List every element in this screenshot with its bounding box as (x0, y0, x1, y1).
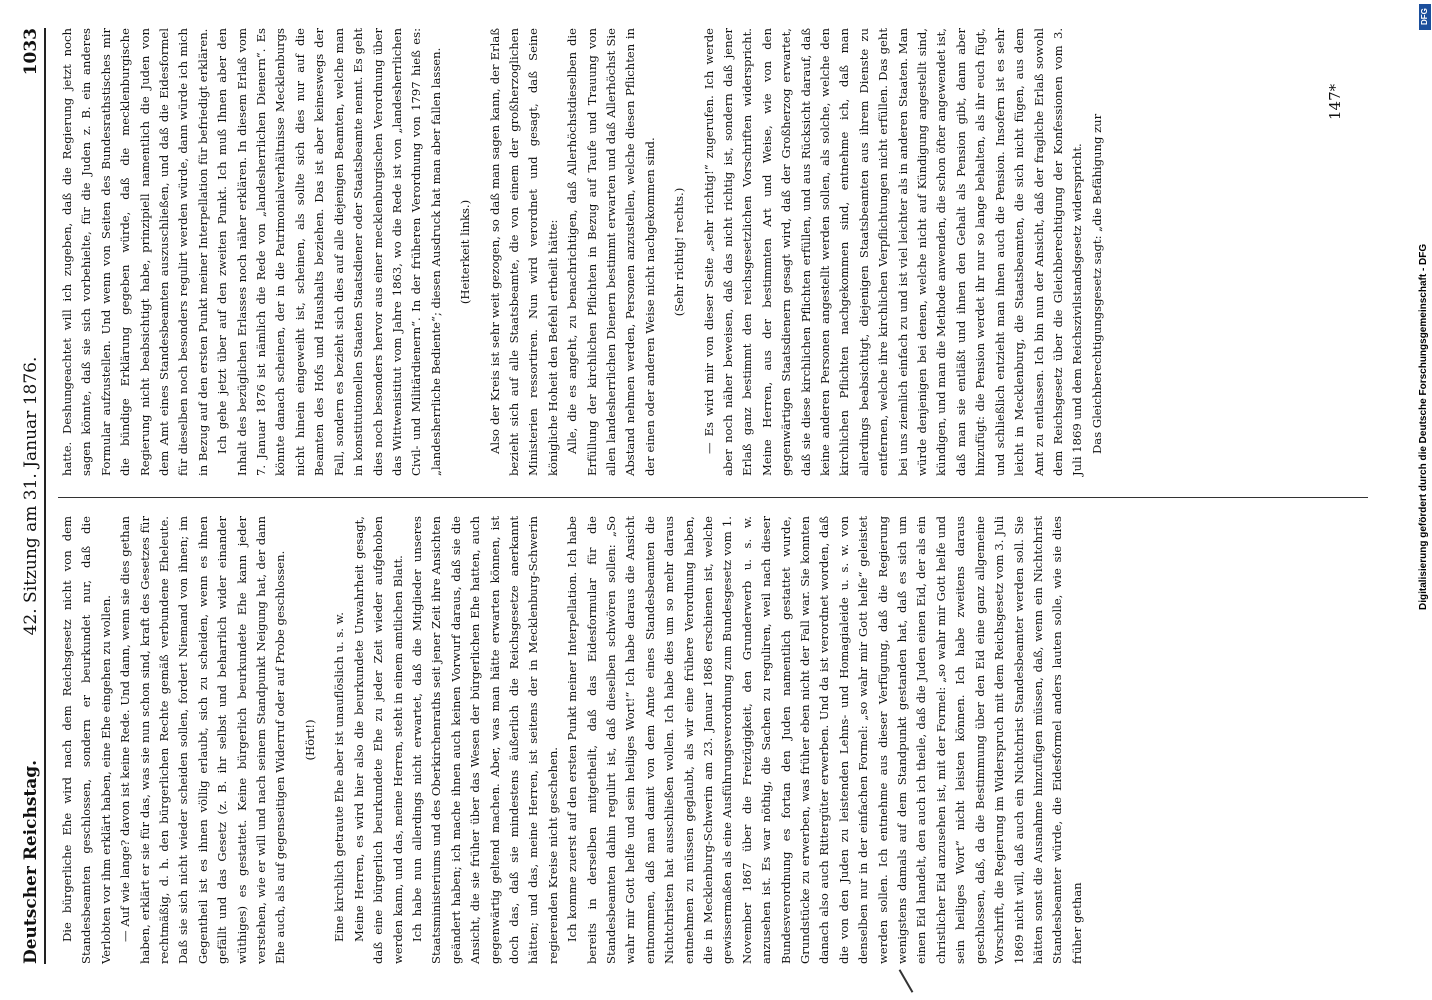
margin-mark (899, 969, 914, 993)
right-interjection: (Sehr richtig! rechts.) (672, 187, 687, 317)
left-paragraph: — Auf wie lange? davon ist keine Rede. Und dann, wenn sie dies gethan haben, erklärt er sie für das, was sie nun schon sind, kraft des Gesetzes für rechtmäßig, d. h. den bürgerlichen Rechte gemäß verbundene Eheleute. Daß sie sich nicht wieder scheiden sollen, fordert Niemand von ihnen; im Gegentheil ist es ihnen völlig erlaubt, sich zu scheiden, wenn es ihnen gefällt und das Gesetz (z. B. ihr selbst und beharrlich wider einander wüthiges) es gestattet. Keine bürgerlich beurkundete Ehe kann jeder verstehen, wie er will und nach seinem Standpunkt Neigung hat, der dann Ehe auch, als auf gegenseitigen Widerruf oder auf Probe geschlossen. (118, 516, 288, 964)
column-divider (58, 497, 1368, 498)
left-column (58, 516, 1087, 964)
side-strip (1418, 0, 1432, 1000)
right-paragraph: Das Gleichberechtigungsgesetz sagt: „die Befähigung zur (1089, 113, 1104, 454)
right-paragraph: Alle, die es angeht, zu benachrichtigen, daß Allerhöchstdieselben die Erfüllung der kirchlichen Pflichten in Bezug auf Taufe und Trauung von allen landesherrlichen Dienern bestimmt erwarten und daß Allerhöchst Sie Abstand nehmen werden, Personen anzustellen, welche diesen Pflichten in der einen oder anderen Weise nicht nachgekommen sind. (565, 28, 657, 476)
left-paragraph: Die bürgerliche Ehe wird nach dem Reichsgesetz nicht von dem Standesbeamten geschlossen, sondern er beurkundet nur, daß die Verlobten vor ihm erklärt haben, eine Ehe eingehen zu wollen. (60, 516, 113, 964)
header-title: Deutscher Reichstag. (21, 759, 41, 964)
header-page-number: 1033 (21, 28, 41, 76)
right-paragraph: Also der Kreis ist sehr weit gezogen, so daß man sagen kann, der Erlaß bezieht sich auf alle Staatsbeamte, die von einem der großherzoglichen Ministerien ressortiren. Nun wird verordnet und gesagt, daß Seine königliche Hoheit den Befehl ertheilt hätte: (487, 28, 560, 476)
left-paragraph: Ich habe nun allerdings nicht erwartet, daß die Mitglieder unseres Staatsministeriums und des Oberkirchenraths seit jener Zeit ihre Ansichten geändert haben; ich mache ihnen auch keinen Vorwurf daraus, daß sie die Ansicht, die sie früher über das Wesen der bürgerlichen Ehe hatten, auch gegenwärtig geltend machen. Aber, was man hätte erwarten können, ist doch das, daß sie mindestens äußerlich die Reichsgesetze anerkannt hätten; und das, meine Herren, ist seitens der in Mecklenburg-Schwerin regierenden Kreise nicht geschehen. (409, 516, 560, 964)
left-paragraph: Eine kirchlich getraute Ehe aber ist unauflöslich u. s. w. (332, 612, 347, 942)
header-session: 42. Sitzung am 31. Januar 1876. (21, 356, 41, 636)
dfg-logo-text: DFG (1420, 8, 1429, 26)
left-interjection: (Hört!) (302, 719, 317, 761)
right-paragraph: hatte. Deshungeachtet will ich zugeben, daß die Regierung jetzt noch sagen könnte, daß sie sich vorbehielte, für die Juden z. B. ein anderes Formular aufzustellen. Und wenn von Seiten des Bundesrathstisches mir die bündige Erklärung gegeben würde, daß die mecklenburgische Regierung nicht beabsichtigt habe, prinzipiell namentlich die Juden von dem Amt eines Standesbeamten auszuschließen, und daß die Eidesformel für dieselben noch besonders regulirt werden würde, dann würde ich mich in Bezug auf den ersten Punkt meiner Interpellation für befriedigt erklären. (60, 28, 210, 476)
right-paragraph: — Es wird mir von dieser Seite „sehr richtig!“ zugerufen. Ich werde aber noch näher beweisen, daß das nicht richtig ist, sondern daß jener Erlaß ganz bestimmt den reichsgesetzlichen Vorschriften widerspricht. Meine Herren, aus der bestimmten Art und Weise, wie von den gegenwärtigen Staatsdienern gesagt wird, daß der Großherzog erwartet, daß sie diese kirchlichen Pflichten erfüllen, und aus Rücksicht darauf, daß keine anderen Personen angestellt werden sollen, als solche, welche den kirchlichen Pflichten nachgekommen sind, entnehme ich, daß man allerdings beabsichtigt, diejenigen Staatsbeamten aus ihrem Dienste zu entfernen, welche ihre kirchlichen Verpflichtungen nicht erfüllen. Das geht bei uns ziemlich einfach zu und ist viel leichter als in anderen Staaten. Man würde denjenigen bei denen, welche nicht auf Kündigung angestellt sind, kündigen, und man die Methode anwenden, die schon öfter angewendet ist, daß man sie entläßt und ihnen den Gehalt als Pension gibt, dann aber hinzufügt: die Pension werdet ihr nur so lange behalten, als ihr euch fügt, und schließlich entzieht man ihnen auch die Pension. Insofern ist es sehr leicht in Mecklenburg, die Staatsbeamten, die sich nicht fügen, aus dem Amt zu entlassen. Ich bin nun der Ansicht, daß der fragliche Erlaß sowohl dem Reichsgesetz über die Gleichberechtigung der Konfessionen vom 3. Juli 1869 und dem Reichszivilstandsgesetz widerspricht. (701, 28, 1085, 476)
right-column (58, 28, 1107, 476)
left-paragraph: Ich komme zuerst auf den ersten Punkt meiner Interpellation. Ich habe bereits in derselben mitgetheilt, daß das Eidesformular für die Standesbeamten dahin regulirt ist, daß dieselben schwören sollen: „So wahr mir Gott helfe und sein heiliges Wort!“ Ich habe daraus die Ansicht entnommen, daß man damit von dem Amte eines Standesbeamten die Nichtchristen hat ausschließen wollen. Ich habe dies um so mehr daraus entnehmen zu müssen geglaubt, als wir eine frühere Verordnung haben, die in Mecklenburg-Schwerin am 23. Januar 1868 erschienen ist, welche gewissermaßen als eine Ausführungsverordnung zum Bundesgesetz vom 1. November 1867 über die Freizügigkeit, den Grunderwerb u. s. w. anzusehen ist. Es war nöthig, die Sachen zu reguliren, weil nach dieser Bundesverordnung es fortan den Juden namentlich gestattet wurde, Grundstücke zu erwerben, was früher eben nicht der Fall war. Sie konnten danach also auch Rittergüter erwerben. Und da ist verordnet worden, daß die von den Juden zu leistenden Lehns- und Homagialeide u. s. w. von denselben nur in der einfachen Formel: „so wahr mir Gott helfe“ geleistet werden sollen. Ich entnehme aus dieser Verfügung, daß die Regierung wenigstens damals auf dem Standpunkt gestanden hat, daß es sich um einen Eid handelt, den auch ich theile, daß die Juden einen Eid, der als ein christlicher Eid anzusehen ist, mit der Formel: „so wahr mir Gott helfe und sein heiliges Wort“ nicht leisten können. Ich habe zweitens daraus geschlossen, daß, da die Bestimmung über den Eid eine ganz allgemeine Vorschrift, die Regierung im Widerspruch mit dem Reichsgesetz vom 3. Juli 1869 nicht will, daß auch ein Nichtchrist Standesbeamter werden soll. Sie hätten sonst die Ausnahme hinzufügen müssen, daß, wenn ein Nichtchrist Standesbeamter würde, die Eidesformel anders lauten solle, wie sie dies früher gethan (565, 516, 1084, 964)
right-paragraph: Ich gehe jetzt über auf den zweiten Punkt. Ich muß Ihnen aber den Inhalt des bezüglichen Erlasses noch näher erklären. In diesem Erlaß vom 7. Januar 1876 ist nämlich die Rede von „landesherrlichen Dienern“. Es könnte danach scheinen, der in die Patrimonialverhältnisse Mecklenburgs nicht hinein eingeweiht ist, scheinen, als sollte sich dies nur auf die Beamten des Hofs und Haushalts beziehen. Das ist aber keineswegs der Fall, sondern es bezieht sich dies auf alle diejenigen Beamten, welche man in konstitutionellen Staaten Staatsdiener oder Staatsbeamte nennt. Es geht dies noch besonders hervor aus einer mecklenburgischen Verordnung über das Wittwenistitut vom Jahre 1863, wo die Rede ist von „landesherrlichen Civil- und Militärdienern“. In der früheren Verordnung von 1797 hieß es: „landesherrliche Bediente“; diesen Ausdruck hat man aber fallen lassen. (215, 28, 443, 476)
funding-label: Digitalisierung gefördert durch die Deutsche Forschungsgemeinschaft - DFG (1418, 243, 1429, 610)
page-header (18, 28, 46, 964)
left-paragraph: Meine Herren, es wird hier also die beurkundete Unwahrheit gesagt, daß eine bürgerlich beurkundete Ehe zu jeder Zeit wieder aufgehoben werden kann, und das, meine Herren, steht in einem amtlichen Blatt. (351, 516, 405, 964)
signature-mark: 147* (1326, 83, 1344, 120)
right-interjection: (Heiterkeit links.) (458, 199, 473, 305)
